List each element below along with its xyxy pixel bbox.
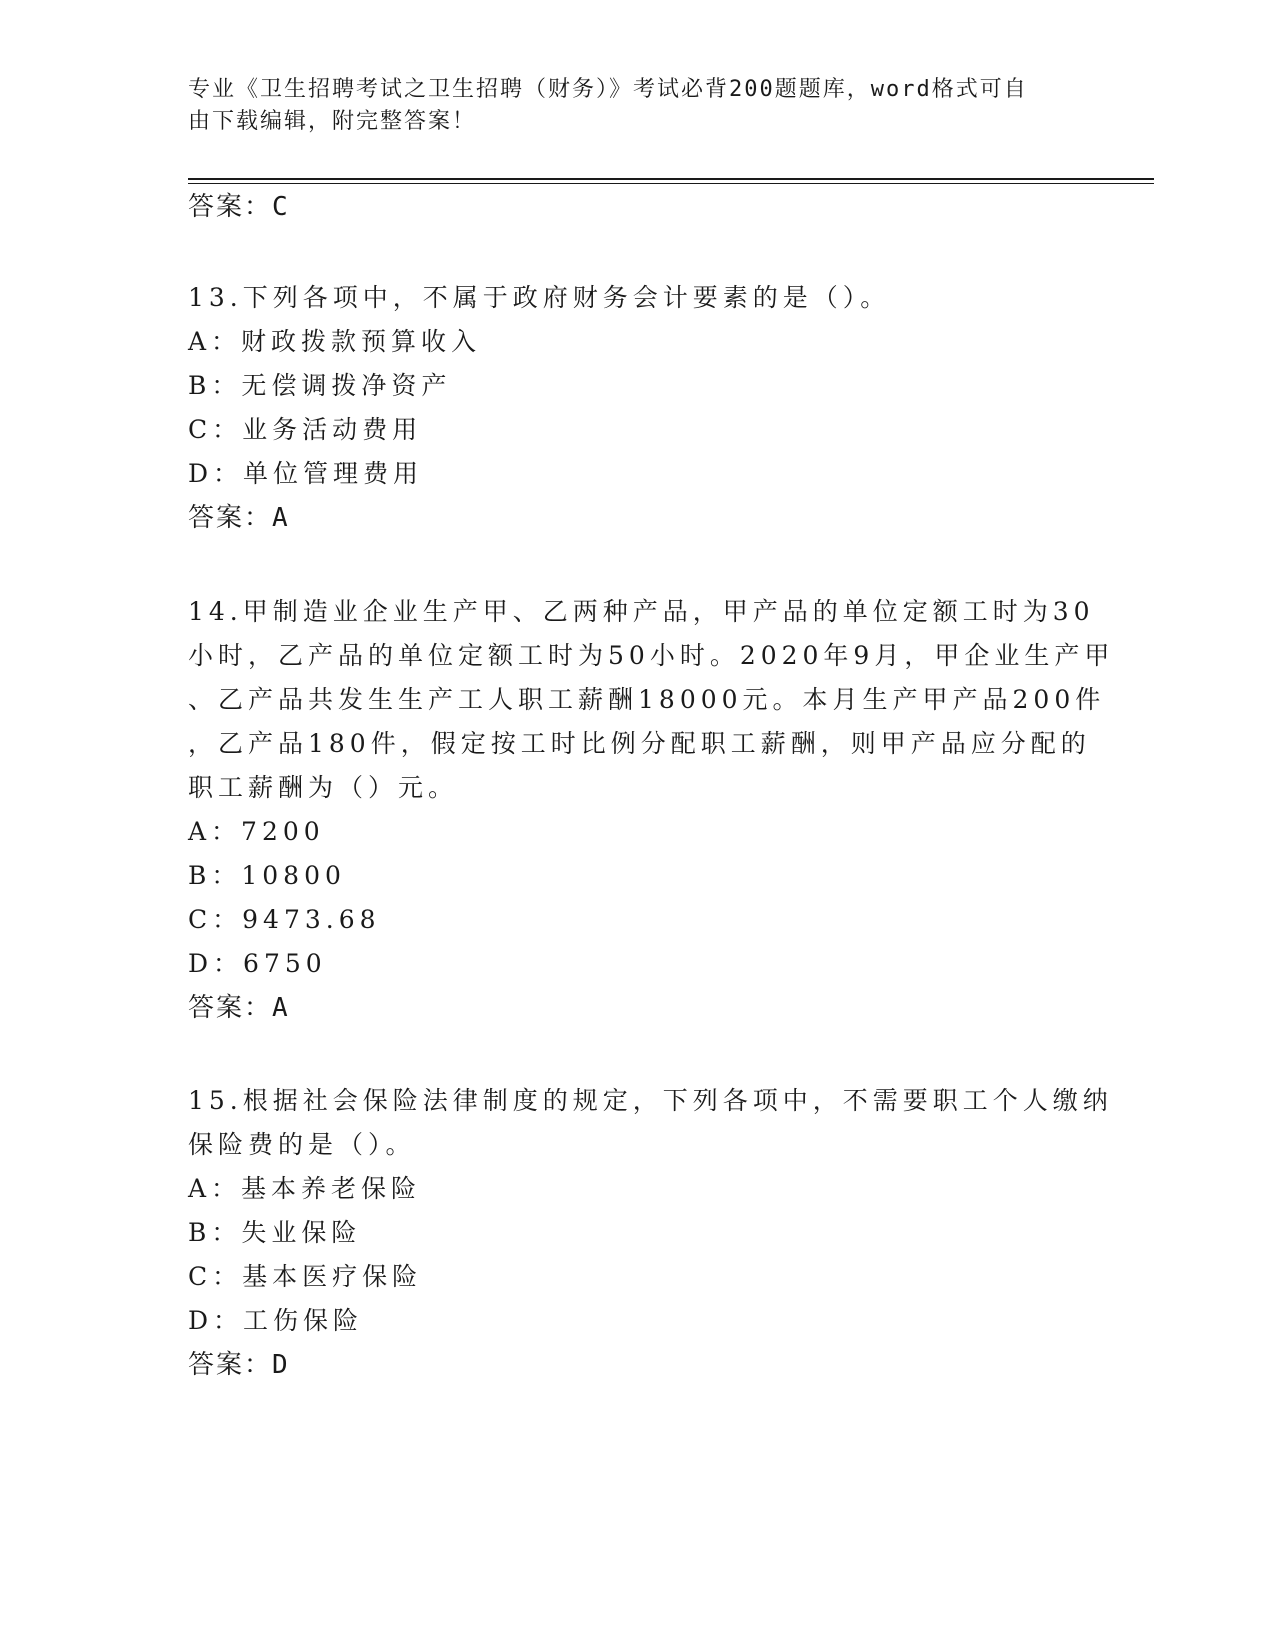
document-header xyxy=(188,74,1068,138)
q13-option-d: D：单位管理费用 xyxy=(188,459,424,488)
q15-option-d: D：工伤保险 xyxy=(188,1306,364,1335)
q13-stem: 13.下列各项中，不属于政府财务会计要素的是（）。 xyxy=(188,283,891,312)
q13-option-b: B：无偿调拨净资产 xyxy=(188,371,452,400)
q13-option-c: C：业务活动费用 xyxy=(188,415,423,444)
q14-option-c: C：9473.68 xyxy=(188,905,381,934)
q14-option-b: B：10800 xyxy=(188,861,346,890)
q15-stem-line-1: 15.根据社会保险法律制度的规定，下列各项中，不需要职工个人缴纳 xyxy=(188,1086,1113,1115)
q15-option-c: C：基本医疗保险 xyxy=(188,1262,423,1291)
q14-stem-line-3: 、乙产品共发生生产工人职工薪酬18000元。本月生产甲产品200件 xyxy=(188,685,1106,714)
q15-answer: 答案：D xyxy=(188,1350,290,1380)
prev-answer: 答案：C xyxy=(188,192,290,222)
q14-answer: 答案：A xyxy=(188,993,290,1023)
q13-option-a: A：财政拨款预算收入 xyxy=(188,327,482,356)
header-divider xyxy=(188,178,1154,180)
q14-stem-line-5: 职工薪酬为（）元。 xyxy=(188,773,459,802)
q14-stem-line-2: 小时，乙产品的单位定额工时为50小时。2020年9月，甲企业生产甲 xyxy=(188,641,1115,670)
header-line-1: 专业《卫生招聘考试之卫生招聘（财务）》考试必背200题题库，word格式可自 xyxy=(188,77,1028,102)
header-line-2: 由下载编辑，附完整答案！ xyxy=(188,109,477,134)
q14-option-a: A：7200 xyxy=(188,817,325,846)
q14-stem-line-1: 14.甲制造业企业生产甲、乙两种产品，甲产品的单位定额工时为30 xyxy=(188,597,1095,626)
q14-stem-line-4: ，乙产品180件，假定按工时比例分配职工薪酬，则甲产品应分配的 xyxy=(188,729,1091,758)
q15-stem-line-2: 保险费的是（）。 xyxy=(188,1130,416,1159)
q13-answer: 答案：A xyxy=(188,503,290,533)
q15-option-b: B：失业保险 xyxy=(188,1218,362,1247)
header-divider-thin xyxy=(188,183,1154,184)
q14-option-d: D：6750 xyxy=(188,949,327,978)
q15-option-a: A：基本养老保险 xyxy=(188,1174,422,1203)
